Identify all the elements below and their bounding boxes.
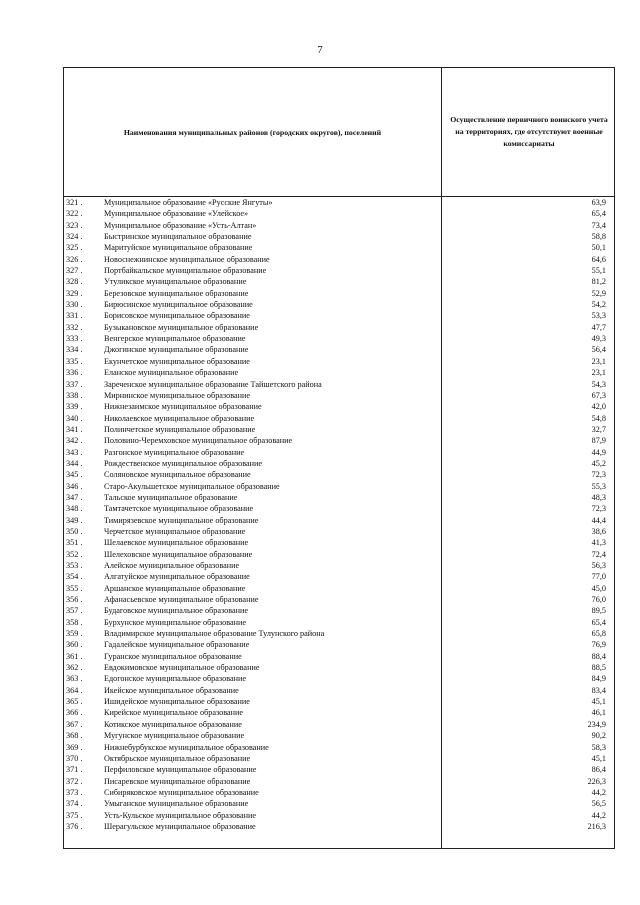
row-name: Едогонское муниципальное образование bbox=[104, 674, 246, 684]
row-number: 357 . bbox=[66, 606, 83, 616]
row-name: Гадалейское муниципальное образование bbox=[104, 640, 250, 650]
row-number: 325 . bbox=[66, 243, 83, 253]
row-value: 23,1 bbox=[591, 368, 606, 378]
table-row bbox=[64, 503, 616, 514]
table-row bbox=[64, 356, 616, 367]
table-row bbox=[64, 696, 616, 707]
row-value: 58,8 bbox=[591, 232, 606, 242]
row-value: 45,2 bbox=[591, 458, 606, 468]
table-row bbox=[64, 276, 616, 287]
row-number: 324 . bbox=[66, 232, 83, 242]
row-name: Шерагульское муниципальное образование bbox=[104, 821, 256, 831]
row-number: 345 . bbox=[66, 470, 83, 480]
table-row bbox=[64, 458, 616, 469]
row-name: Усть-Кульское муниципальное образование bbox=[104, 810, 256, 820]
row-number: 335 . bbox=[66, 356, 83, 366]
row-name: Рождественское муниципальное образование bbox=[104, 458, 263, 468]
row-number: 359 . bbox=[66, 629, 83, 639]
row-value: 38,6 bbox=[591, 526, 606, 536]
row-name: Бурхунское муниципальное образование bbox=[104, 617, 247, 627]
row-number: 323 . bbox=[66, 220, 83, 230]
row-name: Афанасьевское муниципальное образование bbox=[104, 595, 259, 605]
table-row bbox=[64, 560, 616, 571]
row-value: 54,3 bbox=[591, 379, 606, 389]
row-value: 83,4 bbox=[591, 685, 606, 695]
row-number: 364 . bbox=[66, 685, 83, 695]
row-name: Тимирязевское муниципальное образование bbox=[104, 515, 259, 525]
row-name: Перфиловское муниципальное образование bbox=[104, 765, 257, 775]
row-name: Еланское муниципальное образование bbox=[104, 368, 239, 378]
row-value: 87,9 bbox=[591, 436, 606, 446]
row-number: 346 . bbox=[66, 481, 83, 491]
row-name: Бирюсинское муниципальное образование bbox=[104, 300, 253, 310]
row-number: 334 . bbox=[66, 345, 83, 355]
row-number: 375 . bbox=[66, 810, 83, 820]
row-name: Аршанское муниципальное образование bbox=[104, 583, 246, 593]
row-value: 44,4 bbox=[591, 515, 606, 525]
row-name: Березовское муниципальное образование bbox=[104, 288, 249, 298]
row-number: 366 . bbox=[66, 708, 83, 718]
row-value: 46,1 bbox=[591, 708, 606, 718]
row-name: Муниципальное образование «Усть-Алтан» bbox=[104, 220, 257, 230]
row-value: 67,3 bbox=[591, 390, 606, 400]
table-row bbox=[64, 344, 616, 355]
table-row bbox=[64, 265, 616, 276]
row-value: 90,2 bbox=[591, 731, 606, 741]
row-name: Зареченское муниципальное образование Тайшетского района bbox=[104, 379, 322, 389]
row-number: 341 . bbox=[66, 424, 83, 434]
table-row bbox=[64, 810, 616, 821]
table-row bbox=[64, 730, 616, 741]
row-number: 348 . bbox=[66, 504, 83, 514]
table-row bbox=[64, 583, 616, 594]
row-value: 45,1 bbox=[591, 697, 606, 707]
row-name: Шелаевское муниципальное образование bbox=[104, 538, 249, 548]
row-name: Муниципальное образование «Улейское» bbox=[104, 209, 249, 219]
row-number: 358 . bbox=[66, 617, 83, 627]
row-name: Екунчетское муниципальное образование bbox=[104, 356, 250, 366]
row-number: 331 . bbox=[66, 311, 83, 321]
row-number: 370 . bbox=[66, 753, 83, 763]
row-number: 356 . bbox=[66, 595, 83, 605]
row-number: 347 . bbox=[66, 492, 83, 502]
table-row bbox=[64, 673, 616, 684]
row-value: 65,4 bbox=[591, 617, 606, 627]
table-row bbox=[64, 787, 616, 798]
row-number: 336 . bbox=[66, 368, 83, 378]
row-value: 49,3 bbox=[591, 334, 606, 344]
row-number: 342 . bbox=[66, 436, 83, 446]
row-value: 234,9 bbox=[587, 719, 606, 729]
row-number: 339 . bbox=[66, 402, 83, 412]
row-value: 88,5 bbox=[591, 663, 606, 673]
row-name: Гуранское муниципальное образование bbox=[104, 651, 242, 661]
row-number: 343 . bbox=[66, 447, 83, 457]
row-name: Быстринское муниципальное образование bbox=[104, 232, 252, 242]
row-value: 54,2 bbox=[591, 300, 606, 310]
row-name: Венгерское муниципальное образование bbox=[104, 334, 246, 344]
table-row bbox=[64, 526, 616, 537]
table-row bbox=[64, 685, 616, 696]
row-number: 329 . bbox=[66, 288, 83, 298]
table-row bbox=[64, 492, 616, 503]
row-name: Нижнебурбукское муниципальное образование bbox=[104, 742, 269, 752]
row-name: Тамтачетское муниципальное образование bbox=[104, 504, 254, 514]
row-number: 351 . bbox=[66, 538, 83, 548]
row-value: 45,1 bbox=[591, 753, 606, 763]
row-name: Нижнезаимское муниципальное образование bbox=[104, 402, 262, 412]
row-value: 56,5 bbox=[591, 799, 606, 809]
row-value: 89,5 bbox=[591, 606, 606, 616]
table-row bbox=[64, 310, 616, 321]
table-row bbox=[64, 413, 616, 424]
row-number: 374 . bbox=[66, 799, 83, 809]
row-name: Черчетское муниципальное образование bbox=[104, 526, 246, 536]
row-number: 327 . bbox=[66, 266, 83, 276]
table-row bbox=[64, 537, 616, 548]
row-value: 32,7 bbox=[591, 424, 606, 434]
table-row bbox=[64, 515, 616, 526]
table-row bbox=[64, 764, 616, 775]
row-number: 330 . bbox=[66, 300, 83, 310]
row-name: Старо-Акульшетское муниципальное образование bbox=[104, 481, 280, 491]
row-value: 53,3 bbox=[591, 311, 606, 321]
row-number: 326 . bbox=[66, 254, 83, 264]
row-number: 333 . bbox=[66, 334, 83, 344]
row-number: 322 . bbox=[66, 209, 83, 219]
row-value: 45,0 bbox=[591, 583, 606, 593]
table-row bbox=[64, 390, 616, 401]
table-row bbox=[64, 322, 616, 333]
row-number: 328 . bbox=[66, 277, 83, 287]
row-name: Полинчетское муниципальное образование bbox=[104, 424, 256, 434]
table-row bbox=[64, 753, 616, 764]
row-name: Икейское муниципальное образование bbox=[104, 685, 239, 695]
row-name: Ишидейское муниципальное образование bbox=[104, 697, 250, 707]
row-number: 376 . bbox=[66, 821, 83, 831]
row-value: 72,3 bbox=[591, 470, 606, 480]
table-row bbox=[64, 220, 616, 231]
table-row bbox=[64, 254, 616, 265]
table-row bbox=[64, 469, 616, 480]
row-value: 54,8 bbox=[591, 413, 606, 423]
table-row bbox=[64, 435, 616, 446]
row-name: Новоснежнинское муниципальное образование bbox=[104, 254, 270, 264]
row-value: 55,3 bbox=[591, 481, 606, 491]
row-value: 88,4 bbox=[591, 651, 606, 661]
row-number: 349 . bbox=[66, 515, 83, 525]
row-number: 371 . bbox=[66, 765, 83, 775]
row-value: 65,8 bbox=[591, 629, 606, 639]
table-row bbox=[64, 617, 616, 628]
row-name: Мугунское муниципальное образование bbox=[104, 731, 245, 741]
row-value: 64,6 bbox=[591, 254, 606, 264]
row-value: 48,3 bbox=[591, 492, 606, 502]
row-value: 41,3 bbox=[591, 538, 606, 548]
table-row bbox=[64, 379, 616, 390]
row-value: 77,0 bbox=[591, 572, 606, 582]
row-value: 56,3 bbox=[591, 561, 606, 570]
data-table bbox=[63, 67, 615, 849]
table-row bbox=[64, 208, 616, 219]
row-value: 58,3 bbox=[591, 742, 606, 752]
row-number: 352 . bbox=[66, 549, 83, 559]
row-number: 350 . bbox=[66, 526, 83, 536]
row-name: Кирейское муниципальное образование bbox=[104, 708, 244, 718]
table-row bbox=[64, 242, 616, 253]
row-value: 23,1 bbox=[591, 356, 606, 366]
row-name: Будаговское муниципальное образование bbox=[104, 606, 249, 616]
table-row bbox=[64, 231, 616, 242]
row-value: 63,9 bbox=[591, 198, 606, 207]
row-value: 81,2 bbox=[591, 277, 606, 287]
row-name: Муниципальное образование «Русские Янгуты» bbox=[104, 198, 273, 207]
row-value: 50,1 bbox=[591, 243, 606, 253]
row-value: 42,0 bbox=[591, 402, 606, 412]
row-value: 65,4 bbox=[591, 209, 606, 219]
page-number: 7 bbox=[317, 44, 323, 56]
row-name: Маритуйское муниципальное образование bbox=[104, 243, 253, 253]
table-row bbox=[64, 651, 616, 662]
table-body bbox=[64, 197, 616, 832]
table-row bbox=[64, 798, 616, 809]
row-name: Умыганское муниципальное образование bbox=[104, 799, 249, 809]
row-number: 354 . bbox=[66, 572, 83, 582]
row-number: 363 . bbox=[66, 674, 83, 684]
row-value: 86,4 bbox=[591, 765, 606, 775]
row-name: Алейское муниципальное образование bbox=[104, 561, 240, 570]
row-name: Утуликское муниципальное образование bbox=[104, 277, 247, 287]
row-value: 76,0 bbox=[591, 595, 606, 605]
row-name: Мирнинское муниципальное образование bbox=[104, 390, 250, 400]
table-row bbox=[64, 742, 616, 753]
row-number: 338 . bbox=[66, 390, 83, 400]
row-name: Владимирское муниципальное образование Тулунского района bbox=[104, 629, 325, 639]
row-name: Тальское муниципальное образование bbox=[104, 492, 238, 502]
row-name: Половино-Черемховское муниципальное образование bbox=[104, 436, 293, 446]
row-number: 368 . bbox=[66, 731, 83, 741]
table-row bbox=[64, 639, 616, 650]
table-row bbox=[64, 605, 616, 616]
row-value: 216,3 bbox=[587, 821, 606, 831]
column-header-value: Осуществление первичного воинского учета на территориях, где отсутствуют военные комиссариаты bbox=[450, 115, 608, 148]
row-number: 344 . bbox=[66, 458, 83, 468]
row-number: 337 . bbox=[66, 379, 83, 389]
row-value: 84,9 bbox=[591, 674, 606, 684]
table-row bbox=[64, 719, 616, 730]
row-number: 361 . bbox=[66, 651, 83, 661]
row-name: Евдокимовское муниципальное образование bbox=[104, 663, 260, 673]
row-name: Соляновское муниципальное образование bbox=[104, 470, 251, 480]
row-value: 44,9 bbox=[591, 447, 606, 457]
row-value: 47,7 bbox=[591, 322, 606, 332]
row-value: 76,9 bbox=[591, 640, 606, 650]
row-value: 226,3 bbox=[587, 776, 606, 786]
row-value: 44,2 bbox=[591, 810, 606, 820]
row-number: 362 . bbox=[66, 663, 83, 673]
row-number: 353 . bbox=[66, 561, 83, 570]
table-row bbox=[64, 447, 616, 458]
table-row bbox=[64, 662, 616, 673]
row-name: Николаевское муниципальное образование bbox=[104, 413, 255, 423]
table-row bbox=[64, 333, 616, 344]
table-row bbox=[64, 549, 616, 560]
table-row bbox=[64, 628, 616, 639]
table-row bbox=[64, 424, 616, 435]
row-number: 332 . bbox=[66, 322, 83, 332]
row-name: Сибиряковское муниципальное образование bbox=[104, 787, 259, 797]
table-row bbox=[64, 299, 616, 310]
row-name: Бузыкановское муниципальное образование bbox=[104, 322, 259, 332]
row-value: 73,4 bbox=[591, 220, 606, 230]
row-name: Шелеховское муниципальное образование bbox=[104, 549, 253, 559]
table-row bbox=[64, 197, 616, 208]
row-number: 369 . bbox=[66, 742, 83, 752]
table-row bbox=[64, 288, 616, 299]
row-name: Котикское муниципальное образование bbox=[104, 719, 242, 729]
table-row bbox=[64, 571, 616, 582]
row-number: 360 . bbox=[66, 640, 83, 650]
row-name: Разгонское муниципальное образование bbox=[104, 447, 245, 457]
row-number: 340 . bbox=[66, 413, 83, 423]
row-value: 72,3 bbox=[591, 504, 606, 514]
column-header-name: Наименования муниципальных районов (городских округов), поселений bbox=[123, 127, 382, 137]
table-row bbox=[64, 594, 616, 605]
row-name: Джогинское муниципальное образование bbox=[104, 345, 249, 355]
table-row bbox=[64, 481, 616, 492]
row-value: 56,4 bbox=[591, 345, 606, 355]
row-number: 373 . bbox=[66, 787, 83, 797]
table-row bbox=[64, 367, 616, 378]
row-name: Октябрьское муниципальное образование bbox=[104, 753, 251, 763]
row-number: 365 . bbox=[66, 697, 83, 707]
row-value: 55,1 bbox=[591, 266, 606, 276]
row-number: 355 . bbox=[66, 583, 83, 593]
row-name: Алгатуйское муниципальное образование bbox=[104, 572, 250, 582]
row-name: Писаревское муниципальное образование bbox=[104, 776, 251, 786]
row-number: 321 . bbox=[66, 198, 83, 207]
table-row bbox=[64, 776, 616, 787]
row-number: 367 . bbox=[66, 719, 83, 729]
row-value: 72,4 bbox=[591, 549, 606, 559]
row-name: Портбайкальское муниципальное образование bbox=[104, 266, 267, 276]
row-number: 372 . bbox=[66, 776, 83, 786]
row-value: 52,9 bbox=[591, 288, 606, 298]
table-row bbox=[64, 821, 616, 832]
table-row bbox=[64, 401, 616, 412]
row-value: 44,2 bbox=[591, 787, 606, 797]
row-name: Борисовское муниципальное образование bbox=[104, 311, 250, 321]
table-row bbox=[64, 707, 616, 718]
